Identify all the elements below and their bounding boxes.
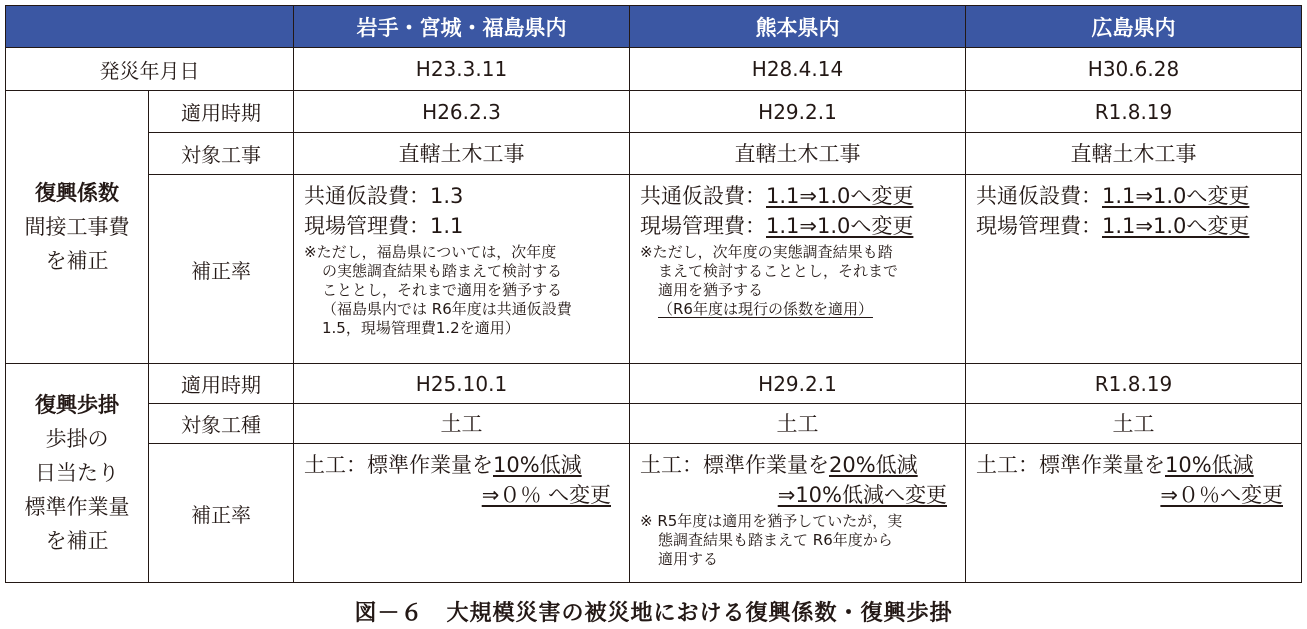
coef-rate-hiroshima: 共通仮設費：1.1⇒1.0へ変更 現場管理費：1.1⇒1.0へ変更 bbox=[966, 175, 1302, 364]
bukake-rate-row bbox=[6, 444, 1302, 583]
coef-note-kumamoto: ※ただし，次年度の実態調査結果も踏 まえて検討することとし，それまで 適用を猶予する （R6年度は現行の係数を適用） bbox=[640, 243, 899, 318]
coef-period-label: 適用時期 bbox=[149, 91, 294, 133]
bukake-group-label: 復興歩掛 歩掛の 日当たり 標準作業量 を補正 bbox=[6, 364, 149, 583]
header-blank bbox=[6, 6, 294, 48]
coef-rate-kumamoto: 共通仮設費：1.1⇒1.0へ変更 現場管理費：1.1⇒1.0へ変更 ※ただし，次年度の実態調査結果も踏 まえて検討することとし，それまで 適用を猶予する （R6年度は現行の係数を適用） bbox=[630, 175, 966, 364]
date-row bbox=[6, 48, 1302, 91]
date-kumamoto: H28.4.14 bbox=[630, 48, 966, 91]
figure-caption: 図－６ 大規模災害の被災地における復興係数・復興歩掛 bbox=[354, 601, 953, 626]
bukake-title: 復興歩掛 bbox=[35, 393, 119, 417]
coef-title: 復興係数 bbox=[35, 181, 119, 205]
bukake-target-label: 対象工種 bbox=[149, 404, 294, 444]
date-hiroshima: H30.6.28 bbox=[966, 48, 1302, 91]
bukake-rate-kumamoto: 土工：標準作業量を20%低減 ⇒10%低減へ変更 ※ R5年度は適用を猶予していたが，実 態調査結果も踏まえて R6年度から 適用する bbox=[630, 444, 966, 583]
header-tohoku: 岩手・宮城・福島県内 bbox=[294, 6, 630, 48]
header-kumamoto: 熊本県内 bbox=[630, 6, 966, 48]
recovery-coefficient-table bbox=[5, 5, 1302, 583]
bukake-rate-tohoku: 土工：標準作業量を10%低減 ⇒０％ へ変更 bbox=[294, 444, 630, 583]
bukake-period-label: 適用時期 bbox=[149, 364, 294, 404]
coef-group-label: 復興係数 間接工事費 を補正 bbox=[6, 91, 149, 364]
coef-target-label: 対象工事 bbox=[149, 133, 294, 175]
header-hiroshima: 広島県内 bbox=[966, 6, 1302, 48]
date-tohoku: H23.3.11 bbox=[294, 48, 630, 91]
coef-rate-row bbox=[6, 175, 1302, 364]
coef-period-row: 復興係数 間接工事費 を補正 適用時期 H26.2.3 H29.2.1 R1.8.19 bbox=[6, 91, 1302, 133]
bukake-period-row: 復興歩掛 歩掛の 日当たり 標準作業量 を補正 適用時期 H25.10.1 H29.2.1 R1.8.19 bbox=[6, 364, 1302, 404]
bukake-target-row: 対象工種 土工 土工 土工 bbox=[6, 404, 1302, 444]
coef-rate-label: 補正率 bbox=[149, 175, 294, 364]
bukake-rate-label: 補正率 bbox=[149, 444, 294, 583]
coef-note-tohoku: ※ただし，福島県については，次年度 の実態調査結果も踏まえて検討する こととし，それまで適用を猶予する （福島県内では R6年度は共通仮設費 1.5，現場管理費1.2を適用） bbox=[304, 243, 572, 337]
date-label: 発災年月日 bbox=[6, 48, 294, 91]
coef-rate-tohoku: 共通仮設費：1.3 現場管理費：1.1 ※ただし，福島県については，次年度 の実態調査結果も踏まえて検討する こととし，それまで適用を猶予する （福島県内では R6年度は共通仮設費 1.5，現場管理費1.2を適用） bbox=[294, 175, 630, 364]
header-row bbox=[6, 6, 1302, 48]
coef-target-row: 対象工事 直轄土木工事 直轄土木工事 直轄土木工事 bbox=[6, 133, 1302, 175]
bukake-rate-hiroshima: 土工：標準作業量を10%低減 ⇒０％へ変更 bbox=[966, 444, 1302, 583]
bukake-note-kumamoto: ※ R5年度は適用を猶予していたが，実 態調査結果も踏まえて R6年度から 適用する bbox=[640, 512, 903, 568]
